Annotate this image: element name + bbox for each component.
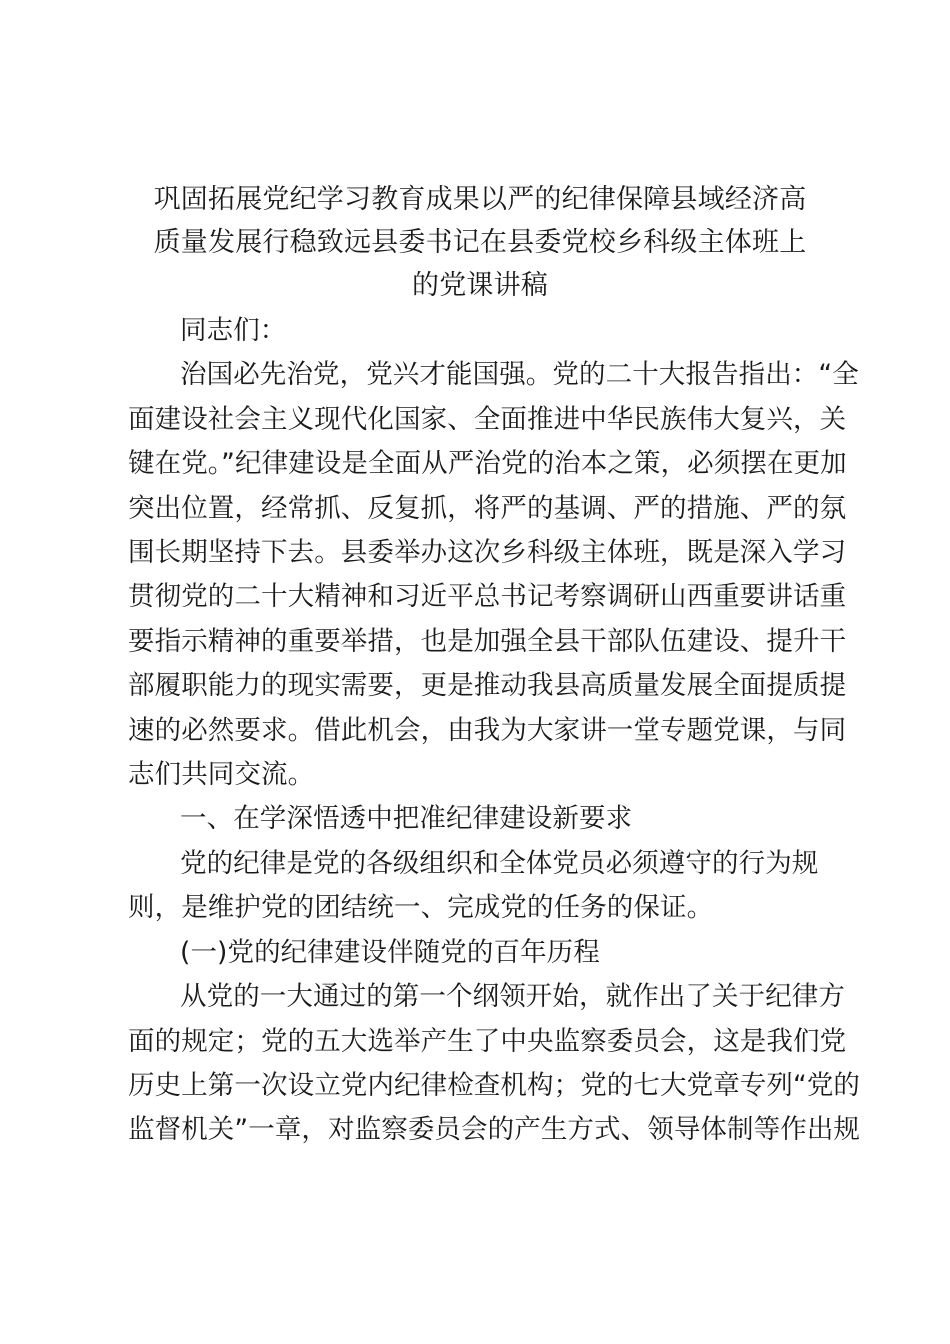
paragraph-line: 监督机关”一章，对监察委员会的产生方式、领导体制等作出规 [128, 1114, 861, 1146]
paragraph-line: 治国必先治党，党兴才能国强。党的二十大报告指出：“全 [180, 359, 859, 391]
section-heading: 一、在学深悟透中把准纪律建设新要求 [180, 803, 633, 835]
paragraph-line: 要指示精神的重要举措，也是加强全县干部队伍建设、提升干 [128, 625, 847, 657]
title-line: 的党课讲稿 [412, 270, 548, 301]
title-line: 巩固拓展党纪学习教育成果以严的纪律保障县域经济高 [153, 184, 807, 215]
document-title [128, 178, 832, 307]
paragraph-line: 从党的一大通过的第一个纲领开始，就作出了关于纪律方 [180, 981, 845, 1013]
document-body [128, 309, 861, 1153]
paragraph-line: 历史上第一次设立党内纪律检查机构；党的七大党章专列“党的 [128, 1069, 861, 1101]
salutation: 同志们： [180, 315, 287, 346]
paragraph-line: 突出位置，经常抓、反复抓，将严的基调、严的措施、严的氛 [128, 492, 847, 524]
document-page [128, 178, 861, 1153]
paragraph-line: 速的必然要求。借此机会，由我为大家讲一堂专题党课，与同 [128, 714, 847, 746]
paragraph-line: 志们共同交流。 [128, 759, 315, 791]
subsection-heading: (一)党的纪律建设伴随党的百年历程 [180, 936, 600, 968]
paragraph-line: 面建设社会主义现代化国家、全面推进中华民族伟大复兴，关 [128, 403, 847, 435]
paragraph-line: 键在党。”纪律建设是全面从严治党的治本之策，必须摆在更加 [128, 448, 847, 480]
paragraph-line: 贯彻党的二十大精神和习近平总书记考察调研山西重要讲话重 [128, 581, 847, 613]
paragraph-intro [128, 353, 859, 797]
paragraph-line: 面的规定；党的五大选举产生了中央监察委员会，这是我们党 [128, 1025, 847, 1057]
paragraph-line: 围长期坚持下去。县委举办这次乡科级主体班，既是深入学习 [128, 537, 847, 569]
paragraph-history [128, 975, 861, 1153]
paragraph-discipline [128, 842, 832, 931]
paragraph-line: 则，是维护党的团结统一、完成党的任务的保证。 [128, 892, 714, 924]
paragraph-line: 部履职能力的现实需要，更是推动我县高质量发展全面提质提 [128, 670, 847, 702]
title-line: 质量发展行稳致远县委书记在县委党校乡科级主体班上 [153, 227, 807, 258]
paragraph-line: 党的纪律是党的各级组织和全体党员必须遵守的行为规 [180, 847, 819, 879]
